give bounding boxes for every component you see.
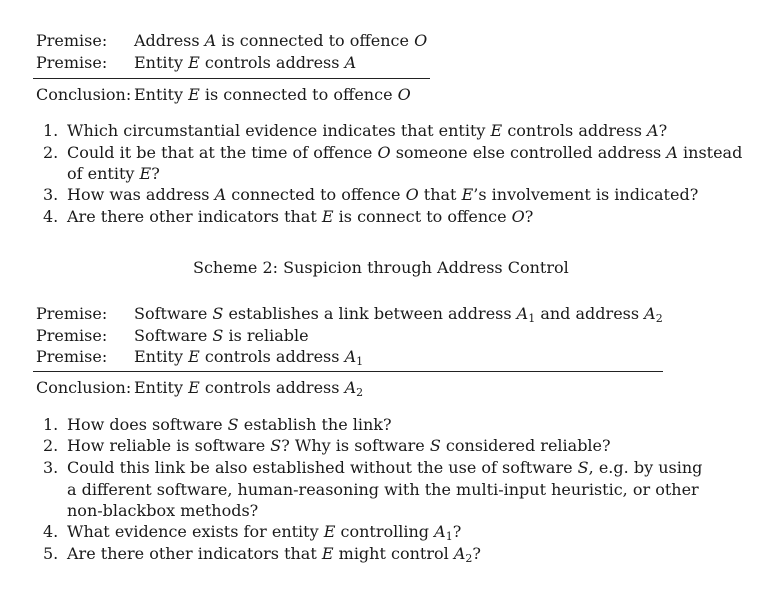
- question-number: 4.: [43, 522, 59, 541]
- premise-text: Entity E controls address $A_1$: [134, 347, 364, 368]
- question-text: Which circumstantial evidence indicates that entity E controls address A?: [67, 121, 668, 140]
- premise-label: Premise:: [36, 326, 108, 345]
- premise-text: Software S is reliable: [134, 326, 309, 345]
- scheme-caption: Scheme 2: Suspicion through Address Control: [193, 258, 569, 277]
- premise-label: Premise:: [36, 31, 108, 50]
- question-number: 1.: [43, 415, 59, 434]
- question-text: How was address A connected to offence O that E’s involvement is indicated?: [67, 185, 699, 204]
- question-number: 3.: [43, 185, 59, 204]
- conclusion-rule: [33, 371, 663, 372]
- premise-label: Premise:: [36, 347, 108, 366]
- question-number: 5.: [43, 544, 59, 563]
- question-text: non-blackbox methods?: [67, 501, 259, 520]
- question-number: 4.: [43, 207, 59, 226]
- question-number: 1.: [43, 121, 59, 140]
- question-text: How does software S establish the link?: [67, 415, 392, 434]
- question-text: How reliable is software S? Why is software S considered reliable?: [67, 436, 611, 455]
- conclusion-label: Conclusion:: [36, 85, 132, 104]
- question-number: 3.: [43, 458, 59, 477]
- premise-text: Entity E controls address A: [134, 53, 357, 72]
- question-text: Are there other indicators that E might control $A_2$?: [67, 544, 481, 565]
- question-text: a different software, human-reasoning with the multi-input heuristic, or other: [67, 480, 699, 499]
- question-number: 2.: [43, 436, 59, 455]
- question-text: Could it be that at the time of offence O someone else controlled address A instead: [67, 143, 743, 162]
- conclusion-text: Entity E is connected to offence O: [134, 85, 411, 104]
- question-text: Could this link be also established without the use of software S, e.g. by using: [67, 458, 703, 477]
- conclusion-text: Entity E controls address $A_2$: [134, 378, 364, 399]
- premise-text: Address A is connected to offence O: [134, 31, 428, 50]
- question-number: 2.: [43, 143, 59, 162]
- question-text: Are there other indicators that E is connect to offence O?: [67, 207, 534, 226]
- premise-text: Software S establishes a link between address $A_1$ and address $A_2$: [134, 304, 663, 325]
- conclusion-label: Conclusion:: [36, 378, 132, 397]
- question-text: of entity E?: [67, 164, 160, 183]
- question-text: What evidence exists for entity E controlling $A_1$?: [67, 522, 462, 543]
- premise-label: Premise:: [36, 53, 108, 72]
- premise-label: Premise:: [36, 304, 108, 323]
- conclusion-rule: [33, 78, 430, 79]
